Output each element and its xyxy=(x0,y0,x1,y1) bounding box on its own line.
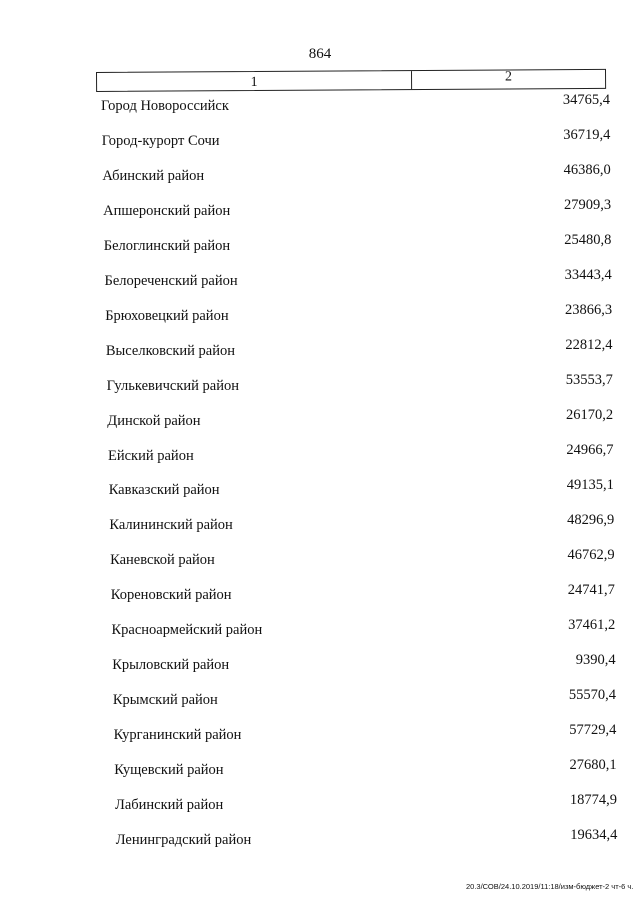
district-value: 27680,1 xyxy=(569,756,617,773)
district-value: 19634,4 xyxy=(570,826,618,843)
district-name: Калининский район xyxy=(109,517,233,534)
table-row xyxy=(0,611,640,645)
district-name: Кавказский район xyxy=(108,482,220,499)
table-row xyxy=(0,403,640,437)
district-name: Город-курорт Сочи xyxy=(101,132,220,149)
district-value: 48296,9 xyxy=(567,511,615,528)
table-row xyxy=(0,680,640,714)
table-row xyxy=(0,576,640,610)
district-name: Кущевский район xyxy=(114,762,224,779)
district-value: 24966,7 xyxy=(566,442,614,458)
district-value: 46762,9 xyxy=(567,546,615,563)
district-value: 49135,1 xyxy=(566,476,614,493)
table-row xyxy=(0,473,640,507)
table-row xyxy=(0,507,640,541)
table-row xyxy=(0,369,640,403)
district-name: Ленинградский район xyxy=(115,831,252,848)
district-name: Ейский район xyxy=(108,447,194,464)
district-name: Курганинский район xyxy=(113,727,242,744)
district-name: Каневской район xyxy=(110,552,215,569)
district-value: 22812,4 xyxy=(565,336,613,353)
table-row xyxy=(0,646,640,680)
district-name: Лабинский район xyxy=(115,797,224,813)
page-number: 864 xyxy=(308,46,332,62)
district-value: 24741,7 xyxy=(567,581,615,598)
footer-stamp: 20.3/СОВ/24.10.2019/11:18/изм-бюджет-2 чт-6 ч. xyxy=(466,882,634,891)
district-name: Крыловский район xyxy=(112,657,230,674)
table-row xyxy=(0,542,640,576)
district-name: Гулькевичский район xyxy=(106,377,239,394)
district-value: 34765,4 xyxy=(562,92,610,108)
table-row xyxy=(0,265,640,299)
district-name: Город Новороссийск xyxy=(101,98,229,114)
district-value: 46386,0 xyxy=(563,161,611,178)
table-row xyxy=(0,334,640,368)
district-value: 55570,4 xyxy=(568,686,616,703)
district-name: Абинский район xyxy=(102,167,205,184)
table-row xyxy=(0,92,640,126)
table-row xyxy=(0,300,640,334)
table-row xyxy=(0,127,640,161)
district-name: Белоглинский район xyxy=(103,237,231,254)
table-row xyxy=(0,715,640,749)
table-row xyxy=(0,438,640,472)
district-name: Белореченский район xyxy=(104,272,238,289)
district-value: 25480,8 xyxy=(564,231,612,248)
district-name: Выселковский район xyxy=(105,342,235,359)
table-row xyxy=(0,784,640,818)
district-value: 26170,2 xyxy=(566,406,614,423)
district-name: Брюховецкий район xyxy=(105,307,229,324)
district-value: 53553,7 xyxy=(565,371,613,388)
district-value: 23866,3 xyxy=(564,301,613,318)
district-value: 36719,4 xyxy=(563,126,611,143)
district-name: Апшеронский район xyxy=(103,202,231,219)
column-header-1: 1 xyxy=(97,71,412,91)
table-header xyxy=(96,69,606,92)
table-row xyxy=(0,749,640,783)
table-row xyxy=(0,230,640,264)
district-name: Динской район xyxy=(107,412,201,429)
column-header-2: 2 xyxy=(504,69,513,85)
table-row xyxy=(0,196,640,230)
district-value: 33443,4 xyxy=(564,267,612,283)
table-row xyxy=(0,819,640,853)
district-name: Кореновский район xyxy=(110,587,232,604)
district-name: Крымский район xyxy=(112,692,218,709)
district-value: 37461,2 xyxy=(568,617,616,633)
district-value: 27909,3 xyxy=(563,196,612,213)
district-value: 57729,4 xyxy=(569,721,617,738)
district-value: 9390,4 xyxy=(575,651,616,668)
table-row xyxy=(0,161,640,195)
district-value: 18774,9 xyxy=(569,792,617,808)
district-name: Красноармейский район xyxy=(111,622,263,639)
